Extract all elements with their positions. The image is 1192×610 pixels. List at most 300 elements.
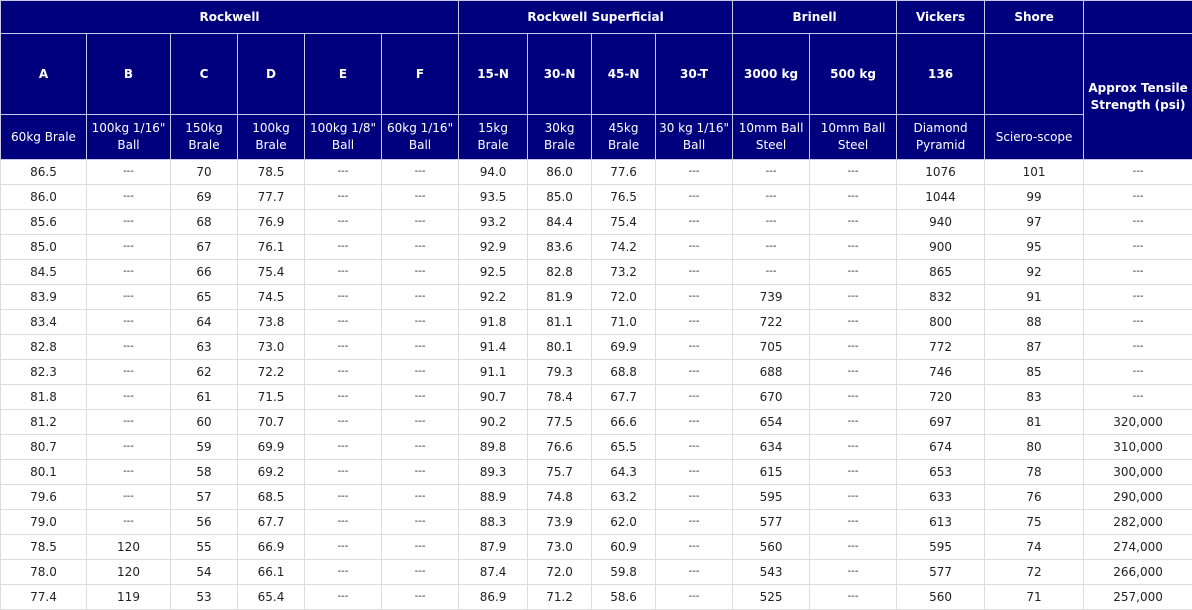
table-cell: 72.2 [238, 360, 305, 385]
table-cell: 81.1 [528, 310, 592, 335]
table-row [1, 485, 1192, 510]
table-cell: --- [656, 435, 733, 460]
table-cell: 274,000 [1084, 535, 1192, 560]
table-cell: 670 [733, 385, 810, 410]
table-cell: --- [656, 410, 733, 435]
table-cell: 93.2 [459, 210, 528, 235]
table-cell: --- [305, 185, 382, 210]
table-cell: 85.0 [1, 235, 87, 260]
table-cell: 66.9 [238, 535, 305, 560]
table-cell: 79.3 [528, 360, 592, 385]
table-cell: --- [382, 360, 459, 385]
table-cell: 90.7 [459, 385, 528, 410]
table-row [1, 310, 1192, 335]
table-cell: 310,000 [1084, 435, 1192, 460]
table-cell: --- [305, 235, 382, 260]
table-cell: --- [810, 335, 897, 360]
table-cell: 525 [733, 585, 810, 610]
table-cell: --- [87, 410, 171, 435]
table-cell: 800 [897, 310, 985, 335]
table-cell: 76.1 [238, 235, 305, 260]
table-cell: 1044 [897, 185, 985, 210]
table-cell: --- [382, 460, 459, 485]
table-cell: --- [810, 585, 897, 610]
table-cell: --- [656, 535, 733, 560]
table-row [1, 510, 1192, 535]
table-cell: 95 [985, 235, 1084, 260]
table-cell: 56 [171, 510, 238, 535]
table-cell: 65.4 [238, 585, 305, 610]
table-cell: 83.4 [1, 310, 87, 335]
table-cell: 543 [733, 560, 810, 585]
table-cell: 91 [985, 285, 1084, 310]
table-cell: 697 [897, 410, 985, 435]
table-row [1, 335, 1192, 360]
table-cell: --- [382, 160, 459, 185]
table-cell: 73.9 [528, 510, 592, 535]
table-cell: 73.0 [528, 535, 592, 560]
table-row [1, 560, 1192, 585]
table-cell: 62 [171, 360, 238, 385]
table-cell: 58 [171, 460, 238, 485]
table-cell: 257,000 [1084, 585, 1192, 610]
table-cell: 60 [171, 410, 238, 435]
load-header-f: 60kg 1/16" Ball [382, 115, 459, 160]
scale-header-shore-blank [985, 34, 1084, 115]
group-header-brinell: Brinell [733, 1, 897, 34]
table-cell: 67.7 [238, 510, 305, 535]
table-cell: 84.4 [528, 210, 592, 235]
table-cell: --- [810, 160, 897, 185]
table-cell: --- [305, 260, 382, 285]
table-cell: --- [1084, 335, 1192, 360]
table-cell: 73.8 [238, 310, 305, 335]
table-cell: --- [1084, 210, 1192, 235]
table-cell: 595 [733, 485, 810, 510]
table-cell: 85.0 [528, 185, 592, 210]
table-cell: 940 [897, 210, 985, 235]
table-cell: 82.8 [528, 260, 592, 285]
table-cell: 772 [897, 335, 985, 360]
scale-header-30t: 30-T [656, 34, 733, 115]
table-cell: 71.0 [592, 310, 656, 335]
table-row [1, 260, 1192, 285]
table-cell: --- [382, 510, 459, 535]
table-cell: --- [87, 335, 171, 360]
table-cell: 80.7 [1, 435, 87, 460]
table-cell: 73.2 [592, 260, 656, 285]
table-cell: 75 [985, 510, 1084, 535]
scale-header-500kg: 500 kg [810, 34, 897, 115]
table-cell: 832 [897, 285, 985, 310]
table-cell: --- [810, 485, 897, 510]
table-cell: 900 [897, 235, 985, 260]
table-cell: --- [87, 260, 171, 285]
table-cell: 68.8 [592, 360, 656, 385]
table-cell: --- [305, 485, 382, 510]
table-cell: 76.9 [238, 210, 305, 235]
load-header-3000kg: 10mm Ball Steel [733, 115, 810, 160]
table-cell: 66.1 [238, 560, 305, 585]
table-cell: --- [87, 235, 171, 260]
table-cell: --- [656, 385, 733, 410]
load-header-d: 100kg Brale [238, 115, 305, 160]
table-cell: 74.8 [528, 485, 592, 510]
table-cell: 634 [733, 435, 810, 460]
table-cell: 320,000 [1084, 410, 1192, 435]
table-cell: --- [305, 585, 382, 610]
table-cell: --- [1084, 235, 1192, 260]
table-cell: 89.3 [459, 460, 528, 485]
table-cell: 688 [733, 360, 810, 385]
table-cell: 91.4 [459, 335, 528, 360]
table-cell: 80.1 [528, 335, 592, 360]
table-cell: 74.2 [592, 235, 656, 260]
table-cell: --- [382, 560, 459, 585]
table-cell: 69 [171, 185, 238, 210]
scale-header-15n: 15-N [459, 34, 528, 115]
scale-header-136: 136 [897, 34, 985, 115]
table-cell: 75.4 [238, 260, 305, 285]
scale-header-b: B [87, 34, 171, 115]
table-row [1, 285, 1192, 310]
table-cell: 75.4 [592, 210, 656, 235]
table-cell: 577 [733, 510, 810, 535]
table-cell: --- [1084, 285, 1192, 310]
table-cell: 78.5 [238, 160, 305, 185]
table-cell: 82.3 [1, 360, 87, 385]
table-cell: --- [656, 335, 733, 360]
table-cell: --- [305, 360, 382, 385]
table-cell: 55 [171, 535, 238, 560]
table-row [1, 460, 1192, 485]
table-cell: 77.5 [528, 410, 592, 435]
group-header-rockwell-superficial: Rockwell Superficial [459, 1, 733, 34]
table-cell: --- [382, 385, 459, 410]
table-cell: 1076 [897, 160, 985, 185]
table-cell: 91.8 [459, 310, 528, 335]
table-cell: --- [305, 285, 382, 310]
table-cell: --- [656, 460, 733, 485]
table-cell: --- [810, 385, 897, 410]
table-cell: --- [87, 210, 171, 235]
table-cell: 88.9 [459, 485, 528, 510]
table-cell: --- [305, 535, 382, 560]
table-cell: --- [810, 410, 897, 435]
table-cell: 77.6 [592, 160, 656, 185]
table-cell: 120 [87, 535, 171, 560]
table-cell: --- [810, 285, 897, 310]
table-cell: 101 [985, 160, 1084, 185]
table-cell: 91.1 [459, 360, 528, 385]
table-cell: --- [382, 435, 459, 460]
table-cell: --- [1084, 185, 1192, 210]
table-cell: 53 [171, 585, 238, 610]
table-body [1, 160, 1192, 610]
table-cell: 72.0 [592, 285, 656, 310]
load-header-500kg: 10mm Ball Steel [810, 115, 897, 160]
table-cell: --- [382, 235, 459, 260]
table-cell: 79.6 [1, 485, 87, 510]
scale-header-e: E [305, 34, 382, 115]
table-cell: 85.6 [1, 210, 87, 235]
table-cell: 87.9 [459, 535, 528, 560]
table-cell: 81.8 [1, 385, 87, 410]
table-cell: 722 [733, 310, 810, 335]
table-cell: 74.5 [238, 285, 305, 310]
table-cell: 68.5 [238, 485, 305, 510]
load-header-15n: 15kg Brale [459, 115, 528, 160]
table-cell: 80 [985, 435, 1084, 460]
table-cell: 67 [171, 235, 238, 260]
table-cell: 80.1 [1, 460, 87, 485]
table-cell: 282,000 [1084, 510, 1192, 535]
scale-header-3000kg: 3000 kg [733, 34, 810, 115]
table-cell: 66 [171, 260, 238, 285]
table-cell: 63 [171, 335, 238, 360]
tensile-strength-header: Approx Tensile Strength (psi) [1084, 34, 1192, 160]
table-cell: --- [382, 185, 459, 210]
table-cell: --- [382, 210, 459, 235]
table-row [1, 385, 1192, 410]
table-cell: 76.5 [592, 185, 656, 210]
table-cell: --- [87, 285, 171, 310]
table-cell: --- [87, 485, 171, 510]
table-cell: 85 [985, 360, 1084, 385]
table-cell: --- [656, 235, 733, 260]
table-cell: 59 [171, 435, 238, 460]
table-cell: 87.4 [459, 560, 528, 585]
load-header-136: Diamond Pyramid [897, 115, 985, 160]
table-cell: 83.9 [1, 285, 87, 310]
table-cell: --- [305, 435, 382, 460]
table-cell: --- [305, 460, 382, 485]
table-cell: --- [810, 260, 897, 285]
table-cell: --- [87, 360, 171, 385]
table-cell: 69.9 [592, 335, 656, 360]
table-cell: --- [382, 310, 459, 335]
table-cell: 90.2 [459, 410, 528, 435]
table-cell: --- [1084, 310, 1192, 335]
group-header-vickers: Vickers [897, 1, 985, 34]
table-cell: --- [87, 185, 171, 210]
table-cell: 74 [985, 535, 1084, 560]
load-header-45n: 45kg Brale [592, 115, 656, 160]
table-cell: --- [810, 535, 897, 560]
table-cell: 86.0 [1, 185, 87, 210]
table-cell: --- [656, 185, 733, 210]
table-cell: --- [810, 360, 897, 385]
table-cell: --- [810, 235, 897, 260]
table-cell: 613 [897, 510, 985, 535]
table-cell: 54 [171, 560, 238, 585]
table-cell: 300,000 [1084, 460, 1192, 485]
table-cell: 84.5 [1, 260, 87, 285]
table-cell: 63.2 [592, 485, 656, 510]
table-cell: 78.0 [1, 560, 87, 585]
table-cell: 69.9 [238, 435, 305, 460]
table-cell: 746 [897, 360, 985, 385]
table-cell: 59.8 [592, 560, 656, 585]
table-cell: 86.0 [528, 160, 592, 185]
table-cell: --- [1084, 260, 1192, 285]
table-cell: --- [305, 160, 382, 185]
scale-header-45n: 45-N [592, 34, 656, 115]
table-cell: 61 [171, 385, 238, 410]
table-cell: 266,000 [1084, 560, 1192, 585]
table-cell: --- [87, 385, 171, 410]
table-cell: 88 [985, 310, 1084, 335]
table-cell: --- [733, 260, 810, 285]
load-header-30n: 30kg Brale [528, 115, 592, 160]
table-row [1, 235, 1192, 260]
table-cell: 78.5 [1, 535, 87, 560]
table-cell: 88.3 [459, 510, 528, 535]
table-row [1, 210, 1192, 235]
table-cell: --- [382, 285, 459, 310]
table-cell: 865 [897, 260, 985, 285]
table-cell: 71.2 [528, 585, 592, 610]
table-cell: 71.5 [238, 385, 305, 410]
table-cell: 94.0 [459, 160, 528, 185]
scale-header-a: A [1, 34, 87, 115]
table-cell: --- [656, 285, 733, 310]
table-cell: 73.0 [238, 335, 305, 360]
table-cell: --- [305, 510, 382, 535]
table-cell: --- [382, 410, 459, 435]
table-cell: 120 [87, 560, 171, 585]
table-cell: --- [733, 210, 810, 235]
table-cell: 674 [897, 435, 985, 460]
table-cell: --- [87, 460, 171, 485]
scale-header-d: D [238, 34, 305, 115]
table-cell: --- [656, 210, 733, 235]
table-cell: 65 [171, 285, 238, 310]
table-cell: --- [87, 310, 171, 335]
table-cell: --- [1084, 360, 1192, 385]
table-cell: 97 [985, 210, 1084, 235]
table-cell: --- [656, 510, 733, 535]
table-row [1, 535, 1192, 560]
table-cell: 78 [985, 460, 1084, 485]
table-cell: 83 [985, 385, 1084, 410]
table-cell: 633 [897, 485, 985, 510]
group-header-blank [1084, 1, 1192, 34]
table-cell: 739 [733, 285, 810, 310]
scale-header-30n: 30-N [528, 34, 592, 115]
table-cell: --- [733, 160, 810, 185]
group-header-rockwell: Rockwell [1, 1, 459, 34]
table-cell: 64 [171, 310, 238, 335]
table-cell: 69.2 [238, 460, 305, 485]
table-cell: --- [305, 410, 382, 435]
table-cell: 615 [733, 460, 810, 485]
table-cell: --- [305, 310, 382, 335]
table-cell: --- [810, 510, 897, 535]
table-cell: --- [382, 260, 459, 285]
table-cell: 76.6 [528, 435, 592, 460]
table-cell: --- [810, 210, 897, 235]
group-header-shore: Shore [985, 1, 1084, 34]
table-cell: 64.3 [592, 460, 656, 485]
table-cell: --- [656, 560, 733, 585]
table-cell: 62.0 [592, 510, 656, 535]
table-cell: 65.5 [592, 435, 656, 460]
table-cell: 72.0 [528, 560, 592, 585]
table-cell: 81.9 [528, 285, 592, 310]
table-cell: --- [382, 335, 459, 360]
table-cell: --- [305, 560, 382, 585]
table-cell: 68 [171, 210, 238, 235]
table-cell: 92.2 [459, 285, 528, 310]
table-cell: 595 [897, 535, 985, 560]
table-cell: --- [810, 560, 897, 585]
table-cell: 290,000 [1084, 485, 1192, 510]
table-cell: 560 [733, 535, 810, 560]
table-cell: --- [656, 585, 733, 610]
table-cell: 86.5 [1, 160, 87, 185]
table-cell: --- [1084, 385, 1192, 410]
load-header-e: 100kg 1/8" Ball [305, 115, 382, 160]
table-row [1, 360, 1192, 385]
table-cell: 81.2 [1, 410, 87, 435]
table-cell: 654 [733, 410, 810, 435]
table-cell: 92.5 [459, 260, 528, 285]
table-cell: 75.7 [528, 460, 592, 485]
table-cell: 560 [897, 585, 985, 610]
table-cell: 82.8 [1, 335, 87, 360]
table-cell: 99 [985, 185, 1084, 210]
table-row [1, 435, 1192, 460]
scale-header-c: C [171, 34, 238, 115]
load-header-c: 150kg Brale [171, 115, 238, 160]
table-row [1, 185, 1192, 210]
table-cell: --- [810, 310, 897, 335]
table-cell: --- [810, 460, 897, 485]
table-cell: --- [656, 260, 733, 285]
table-row [1, 410, 1192, 435]
table-cell: 72 [985, 560, 1084, 585]
table-cell: --- [382, 535, 459, 560]
table-cell: --- [305, 385, 382, 410]
table-cell: --- [733, 235, 810, 260]
table-cell: 81 [985, 410, 1084, 435]
table-cell: --- [87, 435, 171, 460]
table-cell: 577 [897, 560, 985, 585]
table-cell: 71 [985, 585, 1084, 610]
load-header-shore: Sciero-scope [985, 115, 1084, 160]
table-cell: --- [656, 160, 733, 185]
table-cell: --- [656, 485, 733, 510]
table-cell: --- [810, 185, 897, 210]
table-cell: 83.6 [528, 235, 592, 260]
table-cell: 70 [171, 160, 238, 185]
table-cell: 58.6 [592, 585, 656, 610]
table-cell: --- [656, 360, 733, 385]
table-cell: 705 [733, 335, 810, 360]
table-cell: 76 [985, 485, 1084, 510]
table-cell: 119 [87, 585, 171, 610]
table-cell: 93.5 [459, 185, 528, 210]
table-cell: 89.8 [459, 435, 528, 460]
scale-header-f: F [382, 34, 459, 115]
table-cell: 77.4 [1, 585, 87, 610]
table-cell: 57 [171, 485, 238, 510]
load-header-a: 60kg Brale [1, 115, 87, 160]
table-cell: --- [1084, 160, 1192, 185]
table-cell: --- [87, 510, 171, 535]
table-cell: 67.7 [592, 385, 656, 410]
